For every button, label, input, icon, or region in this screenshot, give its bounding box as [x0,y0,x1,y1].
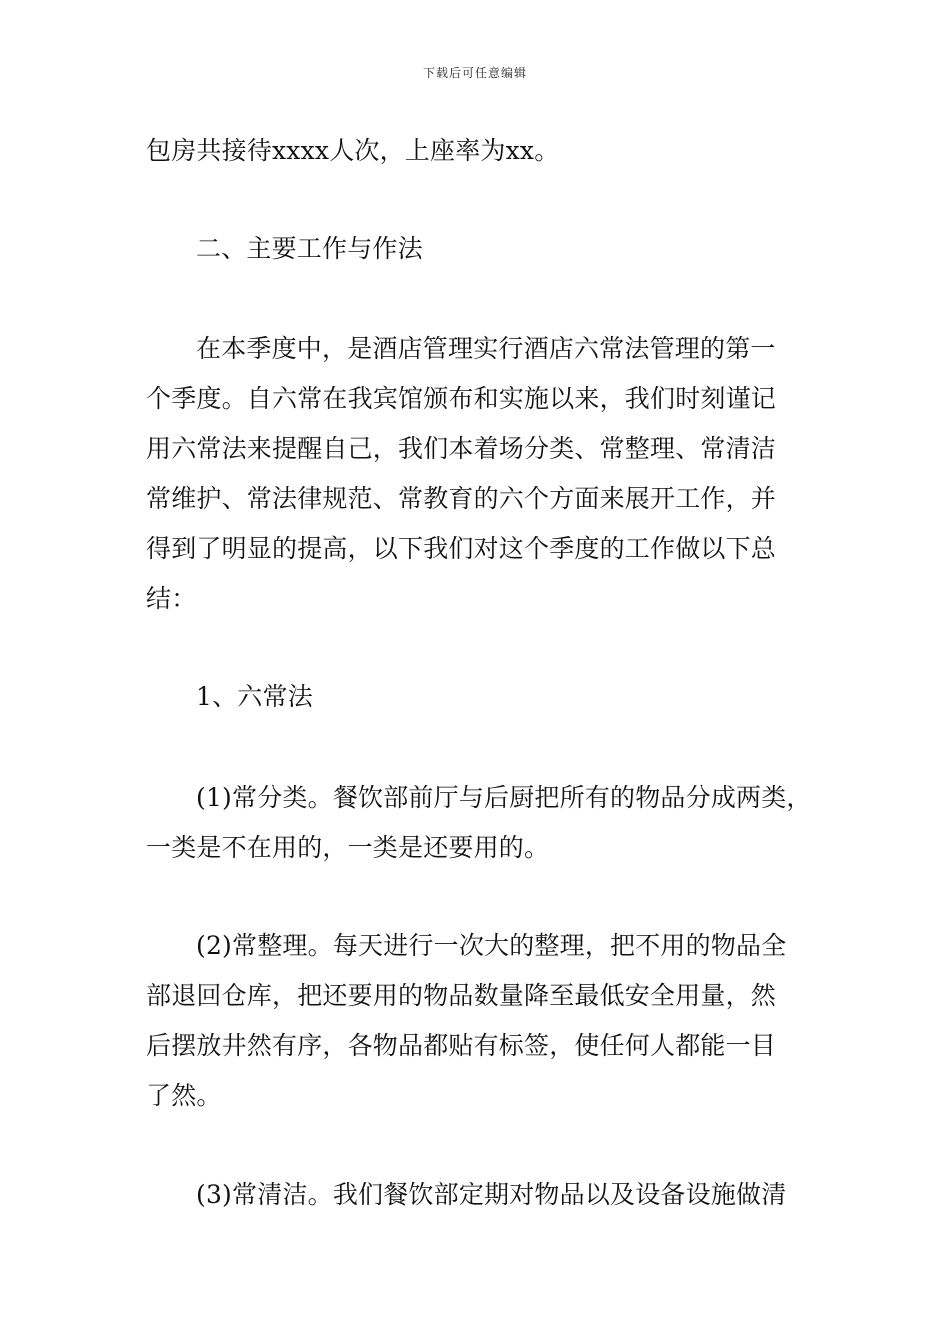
paragraph-line: (1)常分类。餐饮部前厅与后厨把所有的物品分成两类， [196,783,812,812]
paragraph-line: (2)常整理。每天进行一次大的整理，把不用的物品全 [196,931,787,960]
page-header: 下载后可任意编辑 [422,66,527,80]
paragraph-line: 了然。 [146,1081,222,1110]
paragraph-line: 部退回仓库，把还要用的物品数量降至最低安全用量，然 [146,981,777,1010]
paragraph-line: (3)常清洁。我们餐饮部定期对物品以及设备设施做清 [196,1180,787,1209]
paragraph-line: 后摆放井然有序，各物品都贴有标签，使任何人都能一目 [146,1031,777,1060]
section-heading: 二、主要工作与作法 [196,234,423,263]
paragraph-line: 常维护、常法律规范、常教育的六个方面来展开工作，并 [146,484,777,513]
paragraph-line: 用六常法来提醒自己，我们本着场分类、常整理、常清洁 [146,434,777,463]
paragraph-line: 包房共接待xxxx人次，上座率为xx。 [146,136,560,165]
subsection-heading: 1、六常法 [196,682,313,711]
paragraph-line: 个季度。自六常在我宾馆颁布和实施以来，我们时刻谨记 [146,384,777,413]
paragraph-line: 得到了明显的提高，以下我们对这个季度的工作做以下总 [146,534,777,563]
paragraph-line: 一类是不在用的，一类是还要用的。 [146,833,550,862]
paragraph-line: 在本季度中，是酒店管理实行酒店六常法管理的第一 [196,334,776,363]
paragraph-line: 结： [146,584,197,613]
